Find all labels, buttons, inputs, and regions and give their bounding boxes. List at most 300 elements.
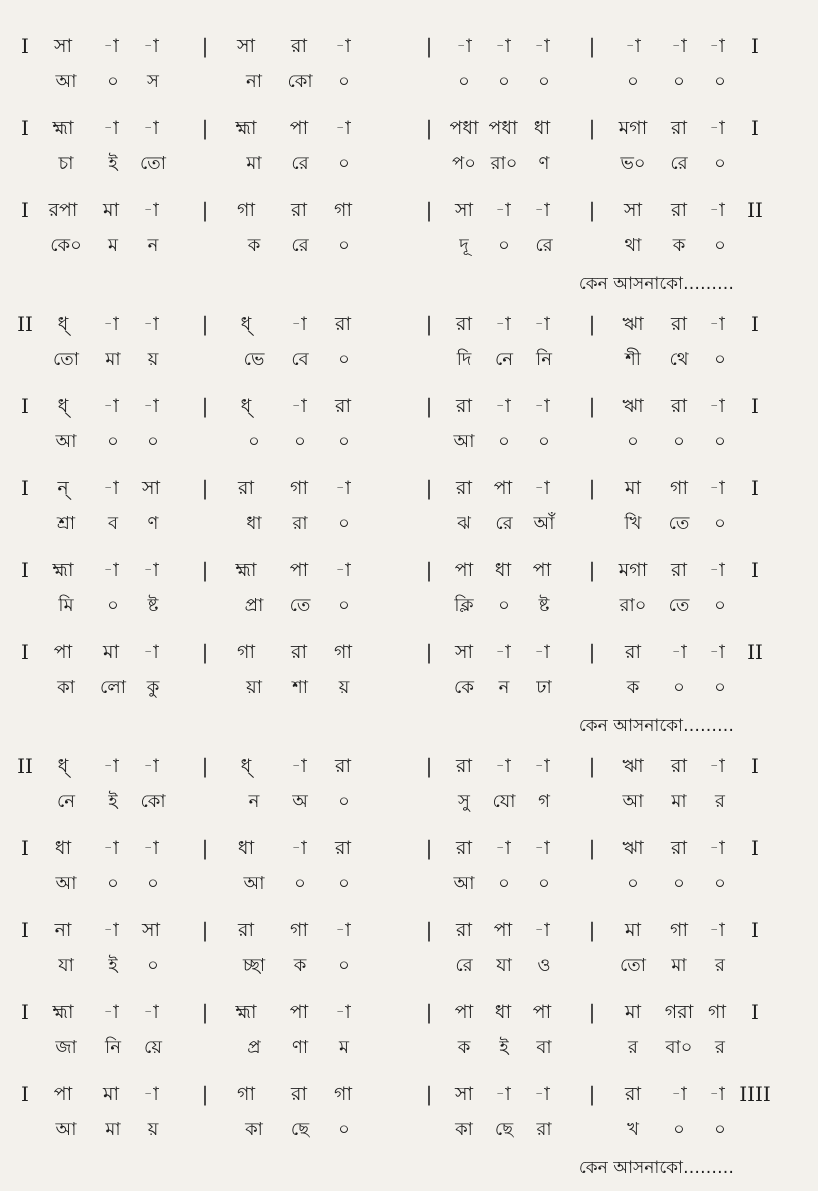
beat-divider: | bbox=[425, 1082, 433, 1106]
lyric-syllable: রে bbox=[535, 235, 553, 256]
swara-note: রা bbox=[671, 117, 687, 139]
bar-line: I bbox=[751, 34, 759, 58]
prolong-mark: -া bbox=[495, 755, 511, 777]
swara-note: রা bbox=[456, 313, 472, 335]
swara-note: সা bbox=[141, 919, 161, 941]
swara-note: পা bbox=[289, 117, 309, 139]
lyric-syllable: ০ bbox=[147, 873, 159, 894]
lyric-syllable: ঝ bbox=[457, 513, 471, 534]
lyric-syllable: ন bbox=[248, 791, 260, 812]
prolong-mark: -া bbox=[709, 919, 725, 941]
swara-note: ঋা bbox=[622, 313, 644, 335]
lyric-syllable: খ bbox=[627, 1119, 639, 1140]
notation-block bbox=[0, 830, 818, 912]
notation-block bbox=[0, 388, 818, 470]
swara-note: গা bbox=[334, 641, 352, 663]
lyric-syllable: য়া bbox=[246, 677, 262, 698]
swara-note: রা bbox=[671, 755, 687, 777]
swara-row bbox=[0, 388, 818, 424]
prolong-mark: -া bbox=[143, 395, 159, 417]
bar-line: I bbox=[751, 1000, 759, 1024]
prolong-mark: -া bbox=[103, 313, 119, 335]
prolong-mark: -া bbox=[103, 559, 119, 581]
lyric-syllable: য় bbox=[147, 349, 159, 370]
lyric-syllable: ধা bbox=[246, 513, 262, 534]
lyric-syllable: যা bbox=[58, 955, 74, 976]
swara-note: গা bbox=[290, 477, 308, 499]
lyric-syllable: রে bbox=[495, 513, 513, 534]
bar-line: I bbox=[751, 394, 759, 418]
swara-note: হ্মা bbox=[52, 117, 74, 139]
lyric-syllable: যা bbox=[496, 955, 512, 976]
bar-line: I bbox=[751, 558, 759, 582]
beat-divider: | bbox=[588, 476, 596, 500]
bar-line: II bbox=[747, 198, 763, 222]
beat-divider: | bbox=[588, 836, 596, 860]
beat-divider: | bbox=[588, 1000, 596, 1024]
lyric-syllable: ০ bbox=[714, 431, 726, 452]
swara-note: হ্মা bbox=[52, 559, 74, 581]
bar-line: I bbox=[751, 754, 759, 778]
lyric-syllable: ০ bbox=[673, 677, 685, 698]
lyric-syllable: রা bbox=[292, 513, 308, 534]
lyric-syllable: ০ bbox=[714, 677, 726, 698]
lyric-syllable: ০ bbox=[338, 955, 350, 976]
refrain-cue: কেন আসনাকো……… bbox=[578, 716, 734, 736]
swara-note: রা bbox=[238, 919, 254, 941]
prolong-mark: -া bbox=[709, 837, 725, 859]
lyric-syllable: তো bbox=[52, 349, 80, 370]
lyric-syllable: স bbox=[147, 71, 159, 92]
lyric-syllable: ০ bbox=[338, 873, 350, 894]
prolong-mark: -া bbox=[143, 641, 159, 663]
prolong-mark: -া bbox=[709, 199, 725, 221]
swara-note: ধ্ bbox=[57, 755, 69, 777]
prolong-mark: -া bbox=[534, 919, 550, 941]
swara-note: ধা bbox=[54, 837, 72, 859]
swara-note: পা bbox=[53, 641, 73, 663]
prolong-mark: -া bbox=[103, 35, 119, 57]
lyric-row bbox=[0, 64, 818, 100]
swara-note: রা bbox=[335, 837, 351, 859]
swara-note: পধা bbox=[488, 117, 518, 139]
lyric-syllable: চ্ছা bbox=[242, 955, 266, 976]
beat-divider: | bbox=[425, 198, 433, 222]
swara-row bbox=[0, 192, 818, 228]
swara-note: রপা bbox=[48, 199, 78, 221]
swara-row bbox=[0, 994, 818, 1030]
lyric-syllable: ০ bbox=[107, 431, 119, 452]
lyric-syllable: নে bbox=[494, 349, 514, 370]
prolong-mark: -া bbox=[103, 919, 119, 941]
lyric-syllable: ই bbox=[108, 153, 118, 174]
lyric-syllable: তে bbox=[289, 595, 311, 616]
prolong-mark: -া bbox=[671, 641, 687, 663]
swara-note: রা bbox=[456, 755, 472, 777]
lyric-syllable: ০ bbox=[338, 431, 350, 452]
lyric-syllable: কা bbox=[57, 677, 75, 698]
swara-row bbox=[0, 28, 818, 64]
lyric-syllable: আ bbox=[243, 873, 265, 894]
lyric-syllable: ০ bbox=[673, 71, 685, 92]
lyric-syllable: খি bbox=[624, 513, 642, 534]
lyric-syllable: বা০ bbox=[665, 1037, 693, 1058]
bar-line: I bbox=[21, 1000, 29, 1024]
lyric-syllable: র bbox=[628, 1037, 638, 1058]
lyric-syllable: ০ bbox=[338, 349, 350, 370]
swara-row bbox=[0, 912, 818, 948]
lyric-syllable: ০ bbox=[538, 431, 550, 452]
prolong-mark: -া bbox=[456, 35, 472, 57]
lyric-syllable: ন bbox=[147, 235, 159, 256]
swara-note: রা bbox=[238, 477, 254, 499]
lyric-syllable: তে bbox=[668, 595, 690, 616]
lyric-syllable: প্রা bbox=[244, 595, 264, 616]
lyric-syllable: ছে bbox=[494, 1119, 514, 1140]
lyric-syllable: তো bbox=[139, 153, 167, 174]
refrain-cue: কেন আসনাকো……… bbox=[578, 1158, 734, 1178]
lyric-row bbox=[0, 948, 818, 984]
swara-note: ধ্ bbox=[240, 313, 252, 335]
prolong-mark: -া bbox=[534, 641, 550, 663]
swara-note: গা bbox=[708, 1001, 726, 1023]
lyric-syllable: নি bbox=[105, 1037, 121, 1058]
swara-note: রা bbox=[291, 199, 307, 221]
lyric-syllable: য়ে bbox=[144, 1037, 162, 1058]
beat-divider: | bbox=[588, 394, 596, 418]
prolong-mark: -া bbox=[335, 117, 351, 139]
lyric-syllable: সু bbox=[458, 791, 470, 812]
lyric-syllable: কে০ bbox=[50, 235, 82, 256]
lyric-syllable: ০ bbox=[338, 595, 350, 616]
bar-line: I bbox=[21, 198, 29, 222]
lyric-syllable: কু bbox=[146, 677, 160, 698]
prolong-mark: -া bbox=[143, 313, 159, 335]
swara-note: রা bbox=[671, 395, 687, 417]
lyric-syllable: আঁ bbox=[533, 513, 555, 534]
swara-note: রা bbox=[335, 755, 351, 777]
prolong-mark: -া bbox=[103, 755, 119, 777]
lyric-syllable: ষ্ট bbox=[147, 595, 159, 616]
swara-note: গা bbox=[334, 1083, 352, 1105]
lyric-syllable: ০ bbox=[714, 153, 726, 174]
lyric-syllable: ০ bbox=[714, 873, 726, 894]
swara-note: হ্মা bbox=[235, 1001, 257, 1023]
lyric-syllable: ০ bbox=[107, 71, 119, 92]
prolong-mark: -া bbox=[291, 755, 307, 777]
swara-note: মা bbox=[624, 919, 642, 941]
lyric-syllable: ০ bbox=[627, 431, 639, 452]
swara-note: হ্মা bbox=[52, 1001, 74, 1023]
prolong-mark: -া bbox=[103, 395, 119, 417]
swara-note: মা bbox=[102, 641, 120, 663]
swara-note: গা bbox=[237, 1083, 255, 1105]
lyric-row bbox=[0, 506, 818, 542]
notation-block bbox=[0, 1076, 818, 1158]
beat-divider: | bbox=[425, 34, 433, 58]
refrain-line bbox=[0, 1158, 818, 1190]
beat-divider: | bbox=[201, 198, 209, 222]
bar-line: I bbox=[21, 116, 29, 140]
swara-note: মগা bbox=[618, 559, 648, 581]
lyric-row bbox=[0, 784, 818, 820]
beat-divider: | bbox=[588, 754, 596, 778]
lyric-syllable: ০ bbox=[498, 595, 510, 616]
bar-line: I bbox=[21, 394, 29, 418]
beat-divider: | bbox=[425, 1000, 433, 1024]
lyric-syllable: শা bbox=[292, 677, 308, 698]
prolong-mark: -া bbox=[709, 1083, 725, 1105]
beat-divider: | bbox=[425, 116, 433, 140]
beat-divider: | bbox=[201, 476, 209, 500]
beat-divider: | bbox=[425, 754, 433, 778]
swara-note: সা bbox=[236, 35, 256, 57]
lyric-syllable: ০ bbox=[714, 595, 726, 616]
bar-line: I bbox=[751, 918, 759, 942]
lyric-syllable: রে bbox=[455, 955, 473, 976]
lyric-syllable: আ bbox=[55, 1119, 77, 1140]
swara-note: পা bbox=[493, 919, 513, 941]
swara-note: রা bbox=[671, 199, 687, 221]
swara-note: ধা bbox=[533, 117, 551, 139]
prolong-mark: -া bbox=[103, 477, 119, 499]
bar-line: I bbox=[751, 836, 759, 860]
lyric-syllable: জা bbox=[55, 1037, 77, 1058]
prolong-mark: -া bbox=[143, 1083, 159, 1105]
lyric-syllable: লো bbox=[100, 677, 126, 698]
swara-note: গরা bbox=[664, 1001, 694, 1023]
prolong-mark: -া bbox=[335, 1001, 351, 1023]
swara-row bbox=[0, 748, 818, 784]
beat-divider: | bbox=[425, 918, 433, 942]
beat-divider: | bbox=[201, 1000, 209, 1024]
swara-row bbox=[0, 634, 818, 670]
swara-note: রা bbox=[456, 919, 472, 941]
swara-note: না bbox=[54, 919, 72, 941]
prolong-mark: -া bbox=[709, 313, 725, 335]
swara-note: পা bbox=[454, 1001, 474, 1023]
prolong-mark: -া bbox=[143, 35, 159, 57]
lyric-syllable: গ bbox=[538, 791, 550, 812]
swara-note: রা bbox=[671, 559, 687, 581]
swara-row bbox=[0, 1076, 818, 1112]
swara-note: ধা bbox=[494, 559, 512, 581]
lyric-syllable: শ্রা bbox=[56, 513, 76, 534]
bar-line: I bbox=[21, 918, 29, 942]
lyric-syllable: মা bbox=[671, 791, 687, 812]
prolong-mark: -া bbox=[709, 755, 725, 777]
swara-note: রা bbox=[625, 641, 641, 663]
prolong-mark: -া bbox=[291, 395, 307, 417]
notation-block bbox=[0, 748, 818, 830]
beat-divider: | bbox=[201, 558, 209, 582]
lyric-row bbox=[0, 228, 818, 264]
swara-note: রা bbox=[291, 1083, 307, 1105]
stanza bbox=[0, 306, 818, 748]
prolong-mark: -া bbox=[671, 1083, 687, 1105]
bar-line: I bbox=[21, 640, 29, 664]
prolong-mark: -া bbox=[495, 313, 511, 335]
lyric-syllable: য় bbox=[338, 677, 350, 698]
lyric-syllable: ০ bbox=[627, 71, 639, 92]
lyric-syllable: ০ bbox=[627, 873, 639, 894]
lyric-syllable: রে bbox=[670, 153, 688, 174]
lyric-syllable: ০ bbox=[498, 873, 510, 894]
prolong-mark: -া bbox=[534, 755, 550, 777]
lyric-syllable: ০ bbox=[338, 153, 350, 174]
swara-note: পা bbox=[532, 559, 552, 581]
swara-note: ধা bbox=[237, 837, 255, 859]
beat-divider: | bbox=[201, 754, 209, 778]
swara-note: হ্মা bbox=[235, 559, 257, 581]
swara-note: সা bbox=[53, 35, 73, 57]
swara-note: মা bbox=[624, 1001, 642, 1023]
bar-line: I bbox=[21, 836, 29, 860]
lyric-syllable: ক bbox=[457, 1037, 471, 1058]
prolong-mark: -া bbox=[291, 837, 307, 859]
prolong-mark: -া bbox=[709, 35, 725, 57]
lyric-syllable: ০ bbox=[338, 513, 350, 534]
stanza bbox=[0, 748, 818, 1190]
swara-note: রা bbox=[291, 641, 307, 663]
lyric-syllable: কো bbox=[287, 71, 313, 92]
lyric-syllable: ০ bbox=[714, 513, 726, 534]
lyric-syllable: মা bbox=[246, 153, 262, 174]
lyric-syllable: ভে bbox=[243, 349, 265, 370]
swara-note: পা bbox=[454, 559, 474, 581]
lyric-row bbox=[0, 424, 818, 460]
lyric-syllable: ০ bbox=[714, 235, 726, 256]
lyric-syllable: ০ bbox=[673, 1119, 685, 1140]
lyric-syllable: য় bbox=[147, 1119, 159, 1140]
beat-divider: | bbox=[588, 558, 596, 582]
beat-divider: | bbox=[425, 558, 433, 582]
swara-row bbox=[0, 110, 818, 146]
swara-note: রা bbox=[625, 1083, 641, 1105]
lyric-syllable: ০ bbox=[107, 595, 119, 616]
beat-divider: | bbox=[588, 198, 596, 222]
lyric-syllable: ০ bbox=[294, 431, 306, 452]
beat-divider: | bbox=[201, 312, 209, 336]
swara-note: ধ্ bbox=[240, 755, 252, 777]
swara-note: পধা bbox=[449, 117, 479, 139]
lyric-syllable: ষ্ট bbox=[538, 595, 550, 616]
lyric-syllable: ০ bbox=[498, 71, 510, 92]
lyric-syllable: ০ bbox=[714, 349, 726, 370]
lyric-syllable: মি bbox=[58, 595, 74, 616]
beat-divider: | bbox=[201, 1082, 209, 1106]
prolong-mark: -া bbox=[534, 837, 550, 859]
lyric-row bbox=[0, 670, 818, 706]
lyric-syllable: ০ bbox=[338, 791, 350, 812]
lyric-syllable: ০ bbox=[538, 71, 550, 92]
prolong-mark: -া bbox=[495, 1083, 511, 1105]
lyric-syllable: অ bbox=[292, 791, 308, 812]
prolong-mark: -া bbox=[143, 837, 159, 859]
prolong-mark: -া bbox=[534, 1083, 550, 1105]
lyric-syllable: আ bbox=[55, 431, 77, 452]
lyric-syllable: মা bbox=[105, 349, 121, 370]
prolong-mark: -া bbox=[709, 117, 725, 139]
refrain-line bbox=[0, 274, 818, 306]
lyric-syllable: ণ bbox=[147, 513, 159, 534]
lyric-syllable: ০ bbox=[458, 71, 470, 92]
lyric-syllable: ক bbox=[672, 235, 686, 256]
lyric-syllable: ই bbox=[499, 1037, 509, 1058]
lyric-syllable: দূ bbox=[459, 235, 469, 256]
lyric-syllable: কে bbox=[454, 677, 474, 698]
swara-note: গা bbox=[334, 199, 352, 221]
notation-block bbox=[0, 28, 818, 110]
lyric-syllable: কো bbox=[140, 791, 166, 812]
prolong-mark: -া bbox=[143, 559, 159, 581]
bar-line: I bbox=[751, 116, 759, 140]
lyric-syllable: যো bbox=[492, 791, 516, 812]
lyric-syllable: ই bbox=[108, 791, 118, 812]
lyric-syllable: ক bbox=[626, 677, 640, 698]
lyric-row bbox=[0, 342, 818, 378]
swara-note: পা bbox=[53, 1083, 73, 1105]
notation-block bbox=[0, 470, 818, 552]
swara-note: সা bbox=[141, 477, 161, 499]
notation-block bbox=[0, 994, 818, 1076]
swara-note: ঋা bbox=[622, 395, 644, 417]
lyric-syllable: ভ০ bbox=[620, 153, 646, 174]
lyric-syllable: বা bbox=[536, 1037, 552, 1058]
lyric-syllable: না bbox=[246, 71, 262, 92]
lyric-syllable: মা bbox=[105, 1119, 121, 1140]
refrain-line bbox=[0, 716, 818, 748]
swara-note: গা bbox=[237, 641, 255, 663]
swara-note: মগা bbox=[618, 117, 648, 139]
bar-line: I bbox=[751, 312, 759, 336]
swara-note: রা bbox=[335, 395, 351, 417]
swara-note: মা bbox=[102, 199, 120, 221]
swara-note: গা bbox=[237, 199, 255, 221]
swara-row bbox=[0, 552, 818, 588]
prolong-mark: -া bbox=[534, 199, 550, 221]
beat-divider: | bbox=[201, 918, 209, 942]
lyric-syllable: ০ bbox=[673, 431, 685, 452]
swara-row bbox=[0, 306, 818, 342]
lyric-syllable: রা০ bbox=[619, 595, 647, 616]
swara-note: রা bbox=[671, 313, 687, 335]
lyric-row bbox=[0, 866, 818, 902]
lyric-syllable: ব bbox=[107, 513, 119, 534]
notation-block bbox=[0, 634, 818, 716]
prolong-mark: -া bbox=[143, 755, 159, 777]
beat-divider: | bbox=[425, 394, 433, 418]
prolong-mark: -া bbox=[495, 837, 511, 859]
swara-note: রা bbox=[456, 395, 472, 417]
lyric-syllable: থা bbox=[624, 235, 642, 256]
swara-note: মা bbox=[102, 1083, 120, 1105]
prolong-mark: -া bbox=[625, 35, 641, 57]
lyric-syllable: কা bbox=[245, 1119, 263, 1140]
lyric-syllable: মা bbox=[671, 955, 687, 976]
prolong-mark: -া bbox=[335, 559, 351, 581]
prolong-mark: -া bbox=[335, 919, 351, 941]
swara-note: রা bbox=[456, 837, 472, 859]
lyric-syllable: থে bbox=[669, 349, 689, 370]
beat-divider: | bbox=[425, 640, 433, 664]
lyric-row bbox=[0, 146, 818, 182]
prolong-mark: -া bbox=[495, 35, 511, 57]
lyric-syllable: ০ bbox=[338, 71, 350, 92]
lyric-syllable: র bbox=[715, 955, 725, 976]
swara-note: ধা bbox=[494, 1001, 512, 1023]
bar-line: I bbox=[21, 34, 29, 58]
